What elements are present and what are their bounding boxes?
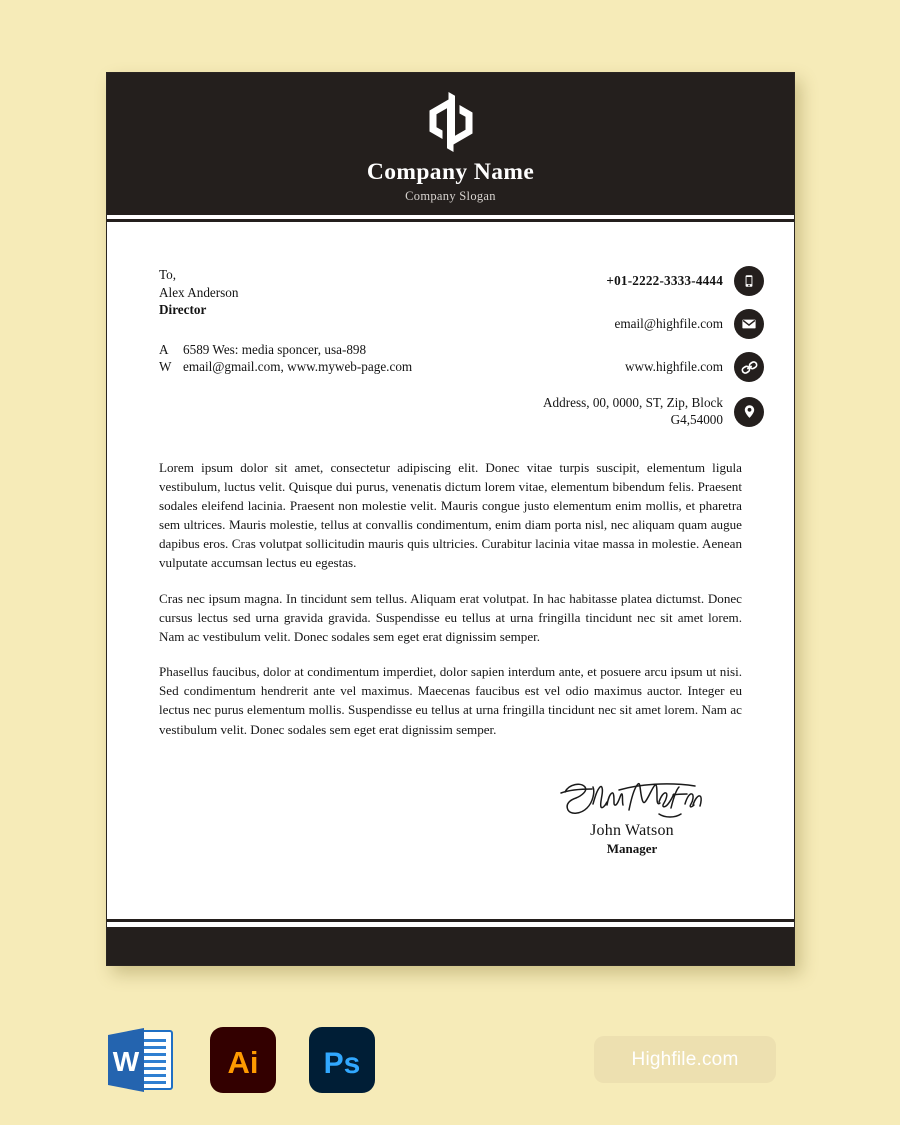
recipient-salutation: To, xyxy=(159,267,177,282)
paragraph: Lorem ipsum dolor sit amet, consectetur adipiscing elit. Donec vitae turpis suscipit, elementum ligula vestibulum, luctus velit. Quisque dui purus, venenatis dictum lorem vitae, elementum bibendum felis. Praesent sodales eleifend lacinia. Praesent non molestie velit. Mauris congue justo elementum enim mollis, et pharetra sem ultrices. Mauris molestie, tellus at convallis condimentum, enim diam porta nisl, nec aliquam quam augue dapibus eros. Cras volutpat sollicitudin mauris quis ultricies. Curabitur lacinia vitae massa in molestie. Aenean vulputate accumsan lectus eu egestas. xyxy=(159,459,742,571)
location-pin-icon xyxy=(734,397,764,427)
paragraph: Phasellus faucibus, dolor at condimentum imperdiet, dolor sapien interdum ante, et posuere arcu ipsum ut nisi. Sed condimentum hendrerit ante vel maximus. Maecenas faucibus est vel odio maximus auctor. Integer eu lectus nec purus elementum mollis. Suspendisse eu tellus at urna fringilla tincidunt nec sit amet lorem. Nam ac vestibulum velit. Donec sodales sem eget erat dignissim semper. xyxy=(159,664,742,737)
contact-row-address xyxy=(502,395,764,429)
svg-text:Ps: Ps xyxy=(323,1047,361,1080)
mobile-phone-icon xyxy=(734,266,764,296)
contact-section xyxy=(107,222,794,442)
contact-phone-text: +01-2222-3333-4444 xyxy=(606,272,723,288)
svg-text:W: W xyxy=(112,1046,140,1077)
recipient-address-row xyxy=(159,341,412,359)
recipient-address-table xyxy=(159,341,412,376)
contact-row-phone xyxy=(502,266,764,296)
signature-block xyxy=(522,778,742,857)
address-key: A xyxy=(159,341,169,357)
paragraph: Cras nec ipsum magna. In tincidunt sem tellus. Aliquam erat volutpat. In hac habitasse platea dictumst. Donec cursus lectus sed urna gravida gravida. Suspendisse eu tellus at urna fringilla tincidunt nec sit amet lorem. Nam ac vestibulum velit. Donec sodales sem eget erat dignissim semper. xyxy=(159,590,742,644)
hexagon-double-u-logo-icon xyxy=(418,90,484,154)
handwritten-signature-icon xyxy=(559,778,705,820)
envelope-icon xyxy=(734,309,764,339)
address-value: email@gmail.com, www.myweb-page.com xyxy=(183,359,413,375)
company-contact-list xyxy=(502,266,764,442)
highfile-badge-label: Highfile.com xyxy=(631,1048,739,1070)
highfile-badge[interactable] xyxy=(594,1036,776,1083)
recipient-address-row xyxy=(159,358,412,376)
letter-body xyxy=(107,222,794,919)
letterhead-page xyxy=(106,72,795,966)
recipient-role: Director xyxy=(159,302,207,318)
microsoft-word-icon[interactable] xyxy=(104,1026,178,1094)
recipient-block xyxy=(159,266,412,442)
address-value: 6589 Wes: media sponcer, usa-898 xyxy=(183,341,367,357)
contact-row-email xyxy=(502,309,764,339)
letter-paragraphs xyxy=(107,442,794,739)
footer-band xyxy=(107,927,794,965)
contact-email-text: email@highfile.com xyxy=(614,315,723,331)
letterhead-header xyxy=(107,73,794,215)
adobe-illustrator-icon[interactable] xyxy=(209,1026,277,1094)
adobe-photoshop-icon[interactable] xyxy=(308,1026,376,1094)
company-name: Company Name xyxy=(366,159,535,186)
file-format-icons xyxy=(104,1026,376,1094)
contact-website-text: www.highfile.com xyxy=(624,358,723,374)
company-slogan: Company Slogan xyxy=(405,188,496,203)
signatory-name: John Watson xyxy=(590,822,674,839)
contact-address-text: Address, 00, 0000, ST, Zip, Block G4,54000 xyxy=(543,395,723,427)
link-chain-icon xyxy=(734,352,764,382)
address-key: W xyxy=(159,359,172,375)
signatory-title: Manager xyxy=(606,841,658,856)
contact-row-website xyxy=(502,352,764,382)
svg-text:Ai: Ai xyxy=(227,1045,259,1080)
recipient-name: Alex Anderson xyxy=(159,284,239,300)
